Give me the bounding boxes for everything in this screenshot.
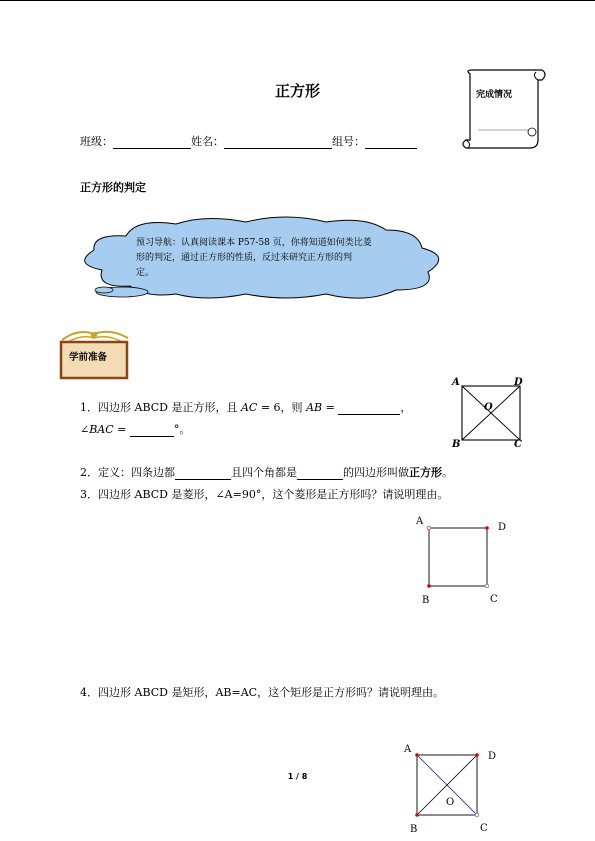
figure-square-1 bbox=[448, 374, 538, 450]
vertex-point-b bbox=[415, 813, 419, 817]
answer-blank-ab[interactable] bbox=[338, 403, 400, 415]
question-2 bbox=[80, 464, 453, 480]
group-label: 组号： bbox=[332, 135, 365, 148]
class-label: 班级： bbox=[80, 135, 113, 148]
class-blank[interactable] bbox=[113, 137, 191, 149]
vertex-point-d bbox=[475, 753, 479, 757]
degree-suffix: °。 bbox=[173, 423, 191, 436]
section-title: 正方形的判定 bbox=[80, 181, 146, 194]
preview-guide-line: 形的判定，通过正方形的性质，反过来研究正方形的判 bbox=[136, 253, 353, 263]
completion-scroll bbox=[458, 68, 550, 152]
answer-blank-angle[interactable] bbox=[130, 425, 174, 437]
equals-sign: = bbox=[322, 401, 339, 414]
var-bac: BAC bbox=[89, 423, 114, 436]
question-1-line-1 bbox=[80, 399, 411, 415]
vertex-point-c bbox=[475, 813, 479, 817]
vertex-label-d: D bbox=[488, 751, 497, 762]
completion-scroll-label: 完成情况 bbox=[476, 90, 513, 100]
angle-symbol: ∠ bbox=[80, 423, 90, 436]
vertex-point-d bbox=[485, 526, 489, 530]
question-1-line-2 bbox=[80, 421, 190, 437]
figure-rhombus bbox=[410, 512, 510, 608]
vertex-point-a bbox=[427, 526, 431, 530]
vertex-label-b: B bbox=[422, 595, 430, 606]
answer-blank-sides[interactable] bbox=[175, 468, 231, 480]
name-label: 姓名： bbox=[191, 135, 224, 148]
vertex-label-b: B bbox=[410, 824, 418, 835]
name-blank[interactable] bbox=[224, 137, 332, 149]
question-1-text: 1．四边形 ABCD 是正方形，且 bbox=[80, 401, 241, 414]
vertex-label-c: C bbox=[490, 594, 498, 605]
question-2-text: 。 bbox=[442, 466, 453, 479]
center-label-o: O bbox=[446, 797, 455, 808]
group-blank[interactable] bbox=[365, 137, 417, 149]
vertex-label-c: C bbox=[480, 823, 488, 834]
question-2-text: 的四边形叫做 bbox=[343, 466, 409, 479]
center-label-o: O bbox=[484, 402, 493, 413]
square-outline bbox=[429, 528, 487, 586]
vertex-label-c: C bbox=[514, 439, 522, 450]
vertex-point-b bbox=[427, 584, 431, 588]
vertex-label-a: A bbox=[452, 377, 460, 388]
question-2-text: 且四个角都是 bbox=[231, 466, 297, 479]
var-ac: AC bbox=[240, 401, 258, 414]
vertex-point-c bbox=[485, 584, 489, 588]
question-1-text: = 6，则 bbox=[257, 401, 307, 414]
figure-rectangle bbox=[398, 738, 508, 838]
question-4: 4．四边形 ABCD 是矩形，AB=AC，这个矩形是正方形吗？请说明理由。 bbox=[80, 686, 445, 699]
preview-guide-line: 定。 bbox=[136, 268, 155, 278]
preview-guide-line: 预习导航：认真阅读课本 P57-58 页，你将知道如何类比菱 bbox=[136, 238, 372, 248]
question-3: 3．四边形 ABCD 是菱形，∠A=90°，这个菱形是正方形吗？请说明理由。 bbox=[80, 488, 449, 501]
top-rule bbox=[0, 0, 595, 1]
student-info-line bbox=[80, 133, 417, 149]
equals-sign: = bbox=[113, 423, 130, 436]
vertex-label-b: B bbox=[452, 439, 461, 450]
answer-blank-angles[interactable] bbox=[297, 468, 343, 480]
prep-badge-label: 学前准备 bbox=[69, 352, 108, 363]
vertex-label-d: D bbox=[514, 377, 523, 388]
var-ab: AB bbox=[306, 401, 323, 414]
vertex-label-a: A bbox=[416, 516, 424, 527]
page-number: 1 / 8 bbox=[287, 772, 308, 781]
preview-guide-text bbox=[136, 236, 408, 281]
question-2-text: 2．定义：四条边都 bbox=[80, 466, 175, 479]
term-square: 正方形 bbox=[409, 466, 442, 479]
vertex-point-a bbox=[415, 753, 419, 757]
vertex-label-a: A bbox=[404, 744, 412, 755]
vertex-label-d: D bbox=[498, 522, 507, 533]
page-title: 正方形 bbox=[274, 82, 320, 100]
question-1-text: ， bbox=[400, 401, 412, 414]
